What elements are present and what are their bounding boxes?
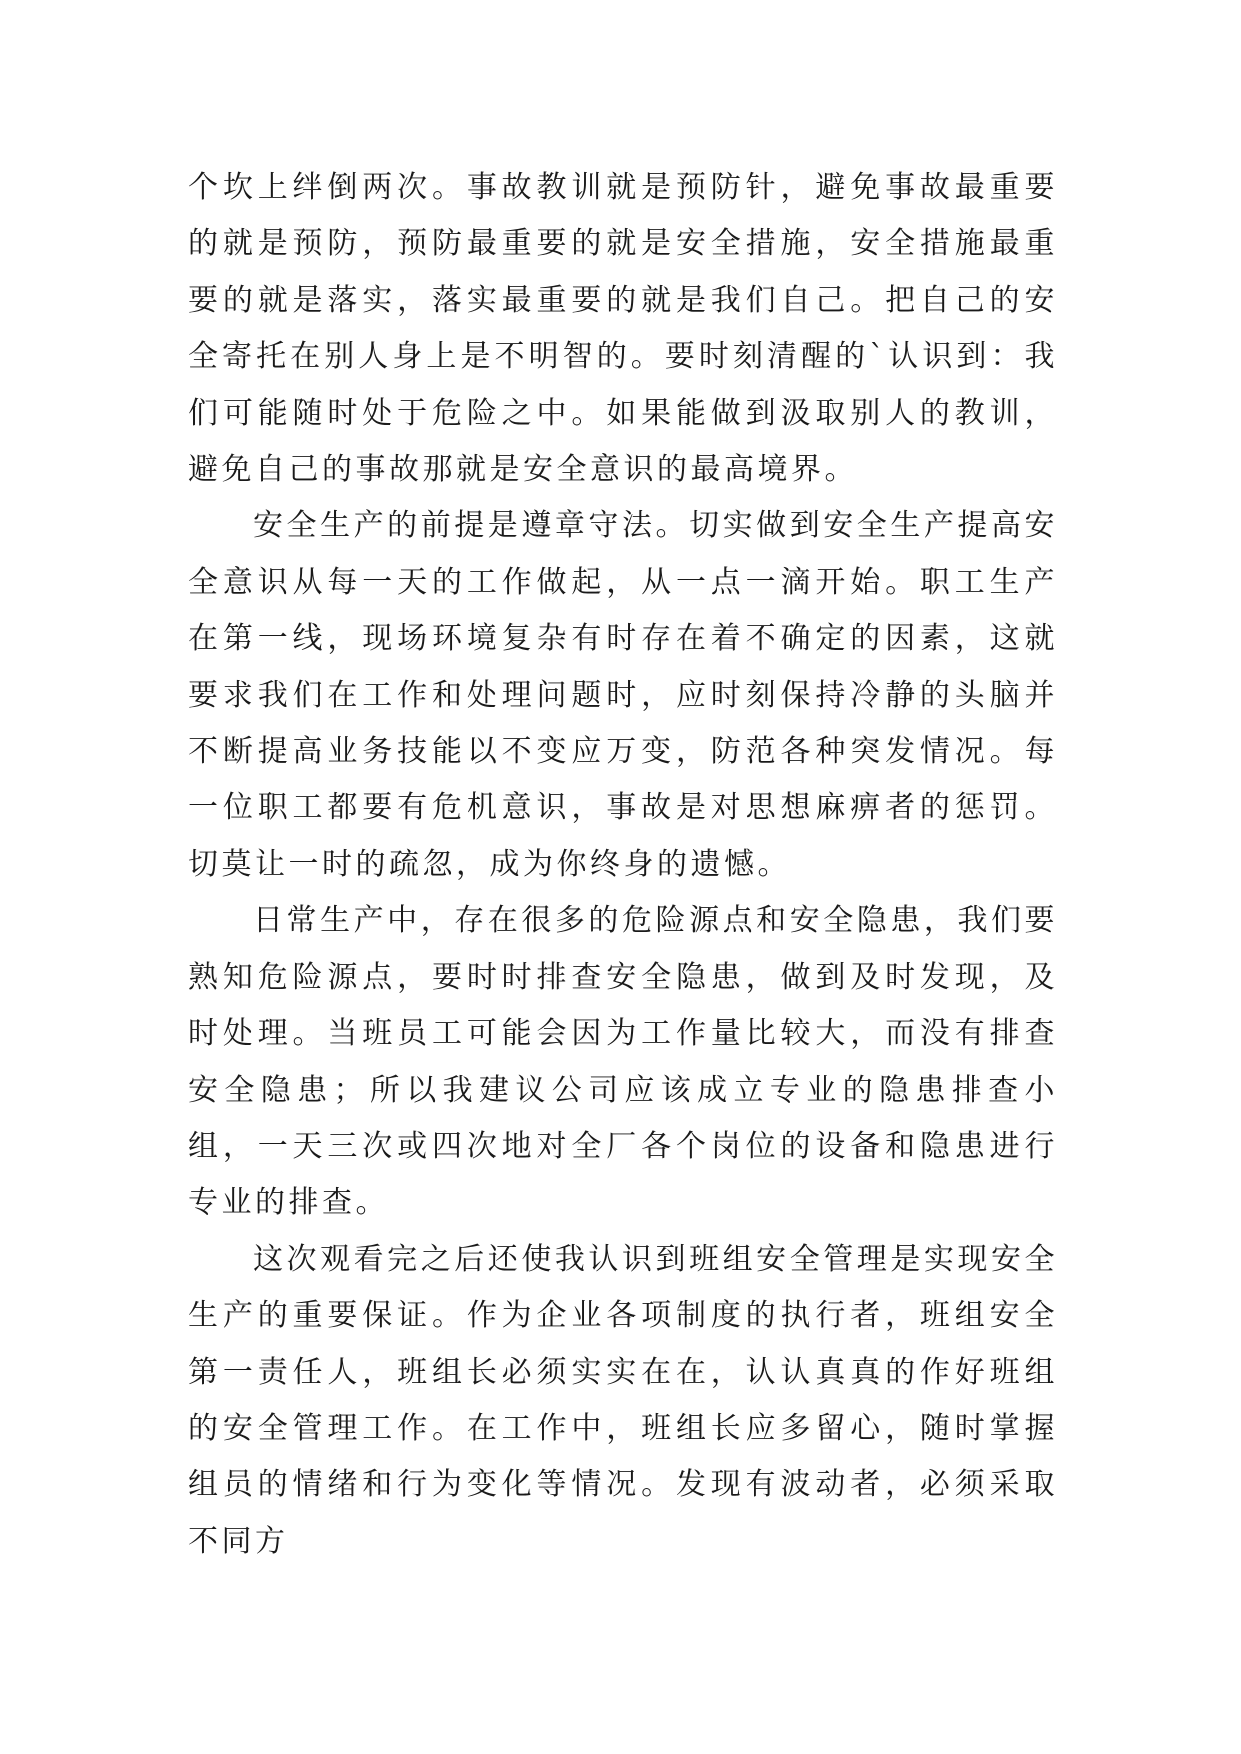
document-body <box>188 160 1058 1570</box>
paragraph-safety-premise: 安全生产的前提是遵章守法。切实做到安全生产提高安全意识从每一天的工作做起，从一点一滴开始。职工生产在第一线，现场环境复杂有时存在着不确定的因素，这就要求我们在工作和处理问题时，应时刻保持冷静的头脑并不断提高业务技能以不变应万变，防范各种突发情况。每一位职工都要有危机意识，事故是对思想麻痹者的惩罚。切莫让一时的疏忽，成为你终身的遗憾。 <box>188 508 1058 882</box>
paragraph-hazard-inspection: 日常生产中，存在很多的危险源点和安全隐患，我们要熟知危险源点，要时时排查安全隐患，做到及时发现，及时处理。当班员工可能会因为工作量比较大，而没有排查安全隐患；所以我建议公司应该成立专业的隐患排查小组，一天三次或四次地对全厂各个岗位的设备和隐患进行专业的排查。 <box>188 903 1058 1221</box>
paragraph-team-management: 这次观看完之后还使我认识到班组安全管理是实现安全生产的重要保证。作为企业各项制度的执行者，班组安全第一责任人，班组长必须实实在在，认认真真的作好班组的安全管理工作。在工作中，班组长应多留心，随时掌握组员的情绪和行为变化等情况。发现有波动者，必须采取不同方 <box>188 1241 1058 1559</box>
paragraph-continuation: 个坎上绊倒两次。事故教训就是预防针，避免事故最重要的就是预防，预防最重要的就是安全措施，安全措施最重要的就是落实，落实最重要的就是我们自己。把自己的安全寄托在别人身上是不明智的。要时刻清醒的`认识到：我们可能随时处于危险之中。如果能做到汲取别人的教训，避免自己的事故那就是安全意识的最高境界。 <box>188 170 1058 488</box>
